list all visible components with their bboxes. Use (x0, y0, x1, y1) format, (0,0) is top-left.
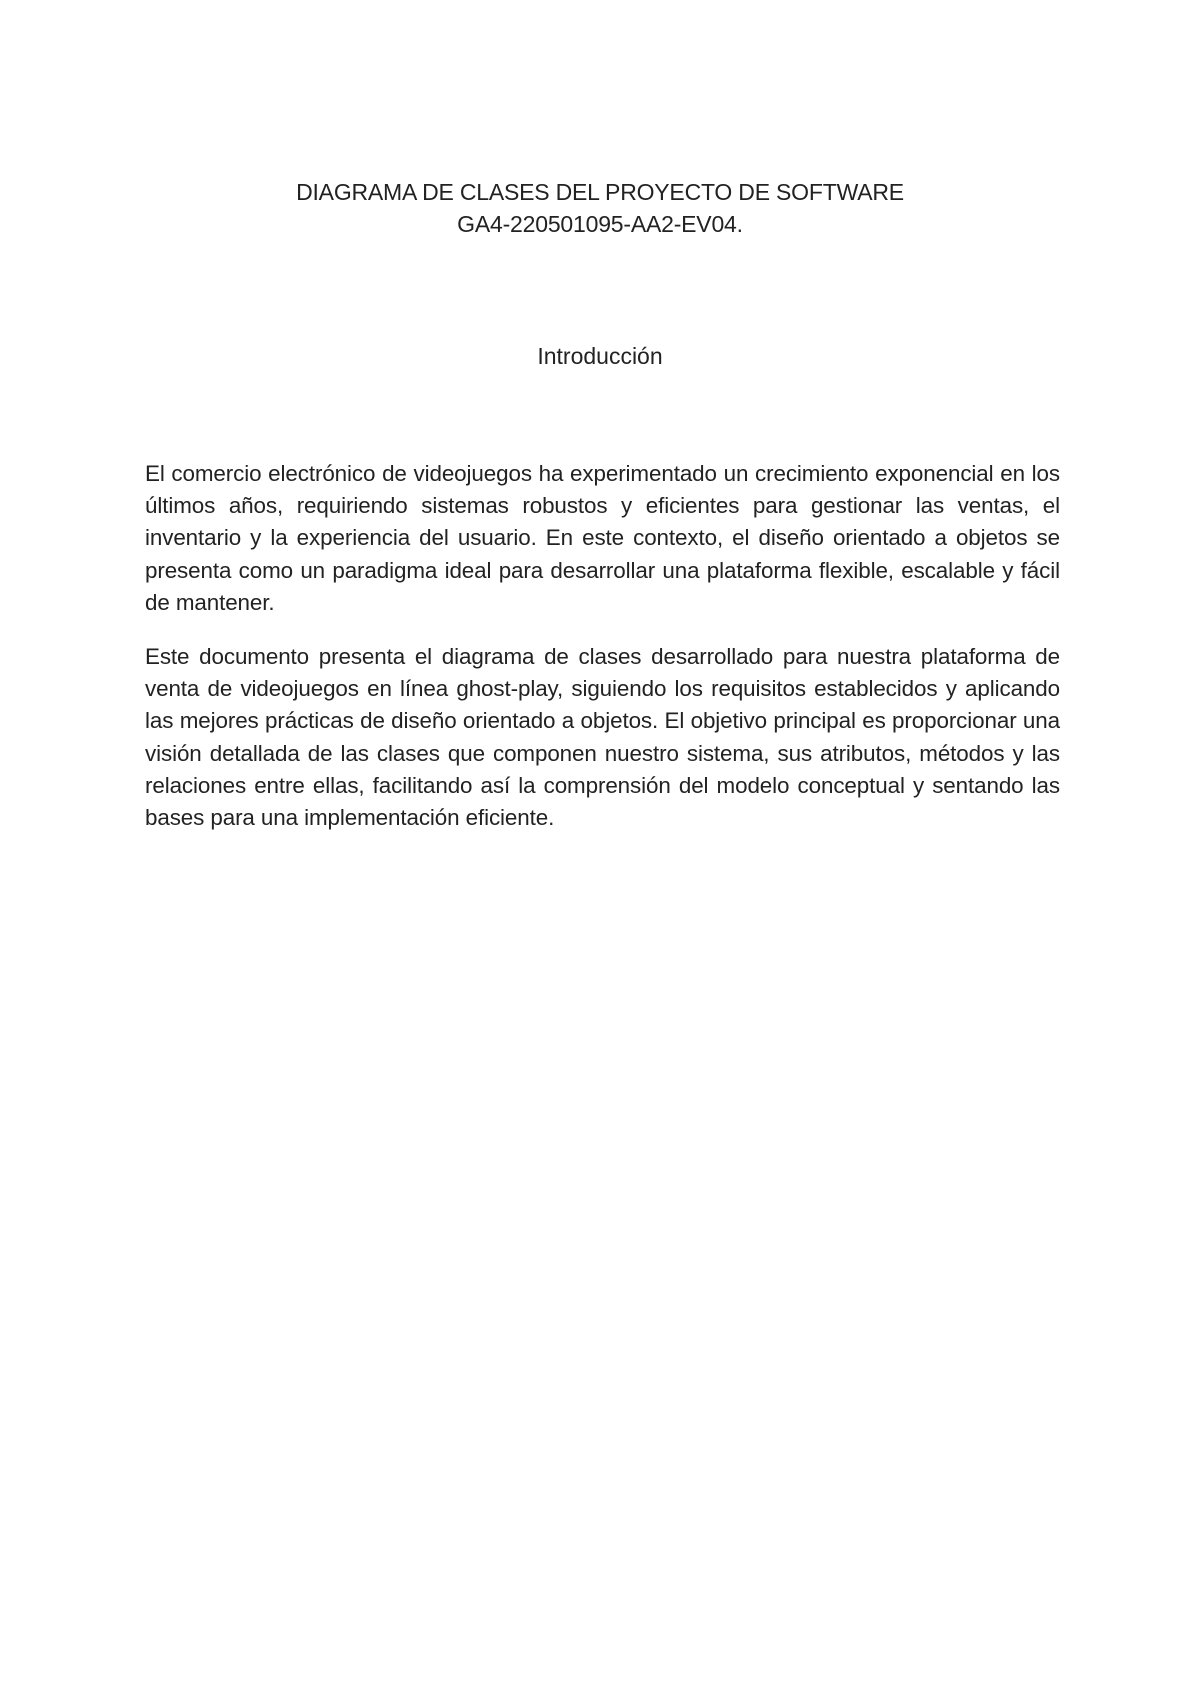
body-text (145, 458, 1060, 856)
section-heading: Introducción (537, 343, 663, 369)
title-line-2: GA4-220501095-AA2-EV04. (457, 211, 743, 237)
title-line-1: DIAGRAMA DE CLASES DEL PROYECTO DE SOFTWARE (296, 179, 904, 205)
paragraph-1: El comercio electrónico de videojuegos ha experimentado un crecimiento exponencial en los últimos años, requiriendo sistemas robustos y eficientes para gestionar las ventas, el inventario y la experiencia del usuario. En este contexto, el diseño orientado a objetos se presenta como un paradigma ideal para desarrollar una plataforma flexible, escalable y fácil de mantener. (145, 461, 1060, 615)
document-title (0, 176, 1200, 240)
paragraph-2: Este documento presenta el diagrama de clases desarrollado para nuestra plataforma de venta de videojuegos en línea ghost-play, siguiendo los requisitos establecidos y aplicando las mejores prácticas de diseño orientado a objetos. El objetivo principal es proporcionar una visión detallada de las clases que componen nuestro sistema, sus atributos, métodos y las relaciones entre ellas, facilitando así la comprensión del modelo conceptual y sentando las bases para una implementación eficiente. (145, 644, 1060, 831)
